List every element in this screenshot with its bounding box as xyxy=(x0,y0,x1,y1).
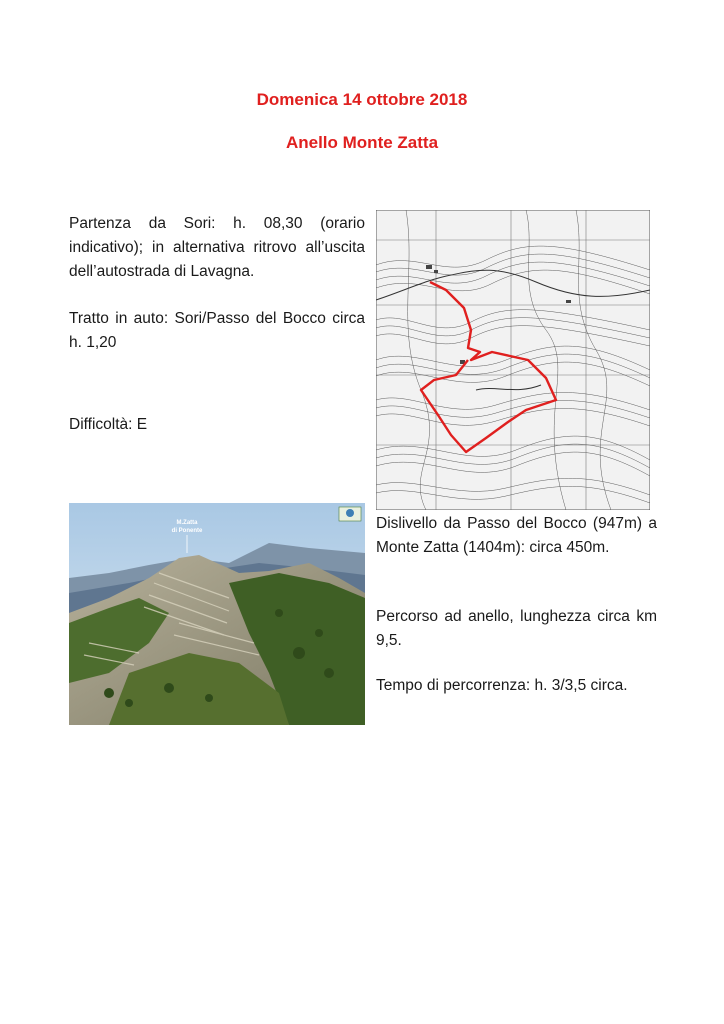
duration-info: Tempo di percorrenza: h. 3/3,5 circa. xyxy=(376,677,628,694)
mountain-photo xyxy=(69,503,365,725)
event-date: Domenica 14 ottobre 2018 xyxy=(256,90,468,109)
route-info: Percorso ad anello, lunghezza circa km 9,5. xyxy=(376,608,657,649)
event-title: Anello Monte Zatta xyxy=(285,133,439,152)
difficulty-info: Difficoltà: E xyxy=(69,416,148,433)
peak-label-sub: di Ponente xyxy=(171,528,203,534)
elevation-info: Dislivello da Passo del Bocco (947m) a Monte Zatta (1404m): circa 450m. xyxy=(376,515,657,556)
drive-info: Tratto in auto: Sori/Passo del Bocco circa h. 1,20 xyxy=(69,310,365,351)
departure-info: Partenza da Sori: h. 08,30 (orario indicativo); in alternativa ritrovo all’uscita dell’autostrada di Lavagna. xyxy=(69,215,365,280)
route-map xyxy=(376,210,650,510)
peak-label: M.Zatta xyxy=(176,520,198,526)
